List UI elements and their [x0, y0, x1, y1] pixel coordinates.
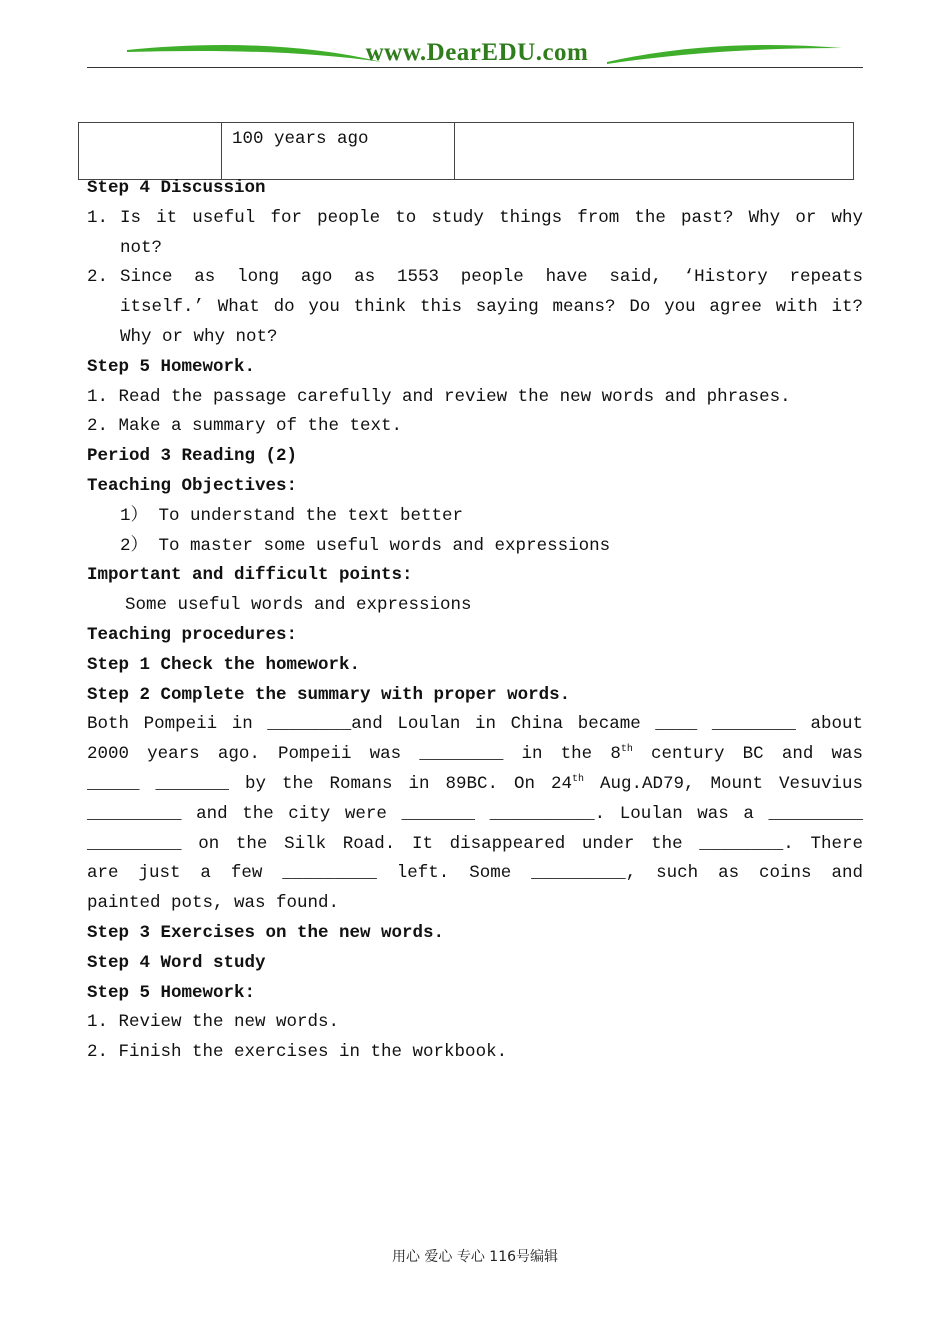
summary-line: _________ and the city were _______ __________. Loulan was a _________ — [87, 803, 863, 824]
summary-line: _________ on the Silk Road. It disappeared under the ________. There — [87, 833, 863, 854]
question-line: Is it useful for people to study things from the past? Why or why — [120, 207, 863, 228]
summary-line — [87, 770, 863, 800]
superscript: th — [571, 773, 584, 785]
header-rule — [87, 67, 863, 68]
summary-text: _____ _______ by the Romans in 89BC. On 24 — [87, 773, 572, 794]
step-3-heading: Step 3 Exercises on the new words. — [87, 922, 445, 943]
site-logo: www.DearEDU.com — [365, 39, 589, 66]
points-text: Some useful words and expressions — [125, 595, 472, 616]
step-2-heading: Step 2 Complete the summary with proper words. — [87, 684, 571, 705]
homework-heading: Step 5 Homework. — [87, 356, 256, 377]
step-5-heading: Step 5 Homework: — [87, 982, 256, 1003]
summary-line: Both Pompeii in ________and Loulan in China became ____ ________ about — [87, 714, 863, 735]
summary-text: century BC and was — [632, 744, 863, 765]
question-line: Why or why not? — [120, 326, 278, 347]
homework-item: 2. Finish the exercises in the workbook. — [87, 1042, 508, 1063]
summary-paragraph — [87, 710, 863, 919]
page-footer: 用心 爱心 专心 116号编辑 — [391, 1249, 559, 1265]
table-row — [79, 123, 854, 180]
question-line: itself.’ What do you think this saying means? Do you agree with it? — [120, 297, 863, 318]
summary-text: Aug.AD79, Mount Vesuvius — [584, 773, 864, 794]
summary-line — [87, 740, 863, 770]
discussion-question-2 — [87, 263, 863, 352]
document-body — [87, 174, 863, 1068]
list-number: 1. — [87, 207, 109, 228]
list-number: 2. — [87, 267, 109, 288]
summary-line: are just a few _________ left. Some _________, such as coins and — [87, 863, 863, 884]
homework-item: 1. Review the new words. — [87, 1012, 340, 1033]
discussion-heading: Step 4 Discussion — [87, 178, 266, 198]
period-heading: Period 3 Reading (2) — [87, 446, 298, 467]
summary-text: 2000 years ago. Pompeii was ________ in the 8 — [87, 744, 621, 765]
objective-item: 2） To master some useful words and expressions — [120, 535, 611, 556]
table-cell — [79, 123, 222, 180]
step-1-heading: Step 1 Check the homework. — [87, 654, 361, 675]
summary-line: painted pots, was found. — [87, 893, 340, 914]
step-4-heading: Step 4 Word study — [87, 952, 266, 973]
table-cell: 100 years ago — [222, 123, 455, 180]
procedures-heading: Teaching procedures: — [87, 624, 298, 645]
objectives-heading: Teaching Objectives: — [87, 475, 298, 496]
history-table — [78, 122, 854, 180]
superscript: th — [620, 744, 633, 756]
discussion-question-1 — [87, 204, 863, 264]
objective-item: 1） To understand the text better — [120, 505, 464, 526]
question-line: Since as long ago as 1553 people have said, ‘History repeats — [120, 267, 863, 288]
points-heading: Important and difficult points: — [87, 565, 413, 586]
table-cell — [455, 123, 854, 180]
homework-item: 1. Read the passage carefully and review the new words and phrases. — [87, 386, 791, 407]
question-line: not? — [120, 237, 163, 258]
page-header — [87, 36, 863, 68]
right-swoosh-icon — [607, 40, 847, 66]
homework-item: 2. Make a summary of the text. — [87, 416, 403, 437]
